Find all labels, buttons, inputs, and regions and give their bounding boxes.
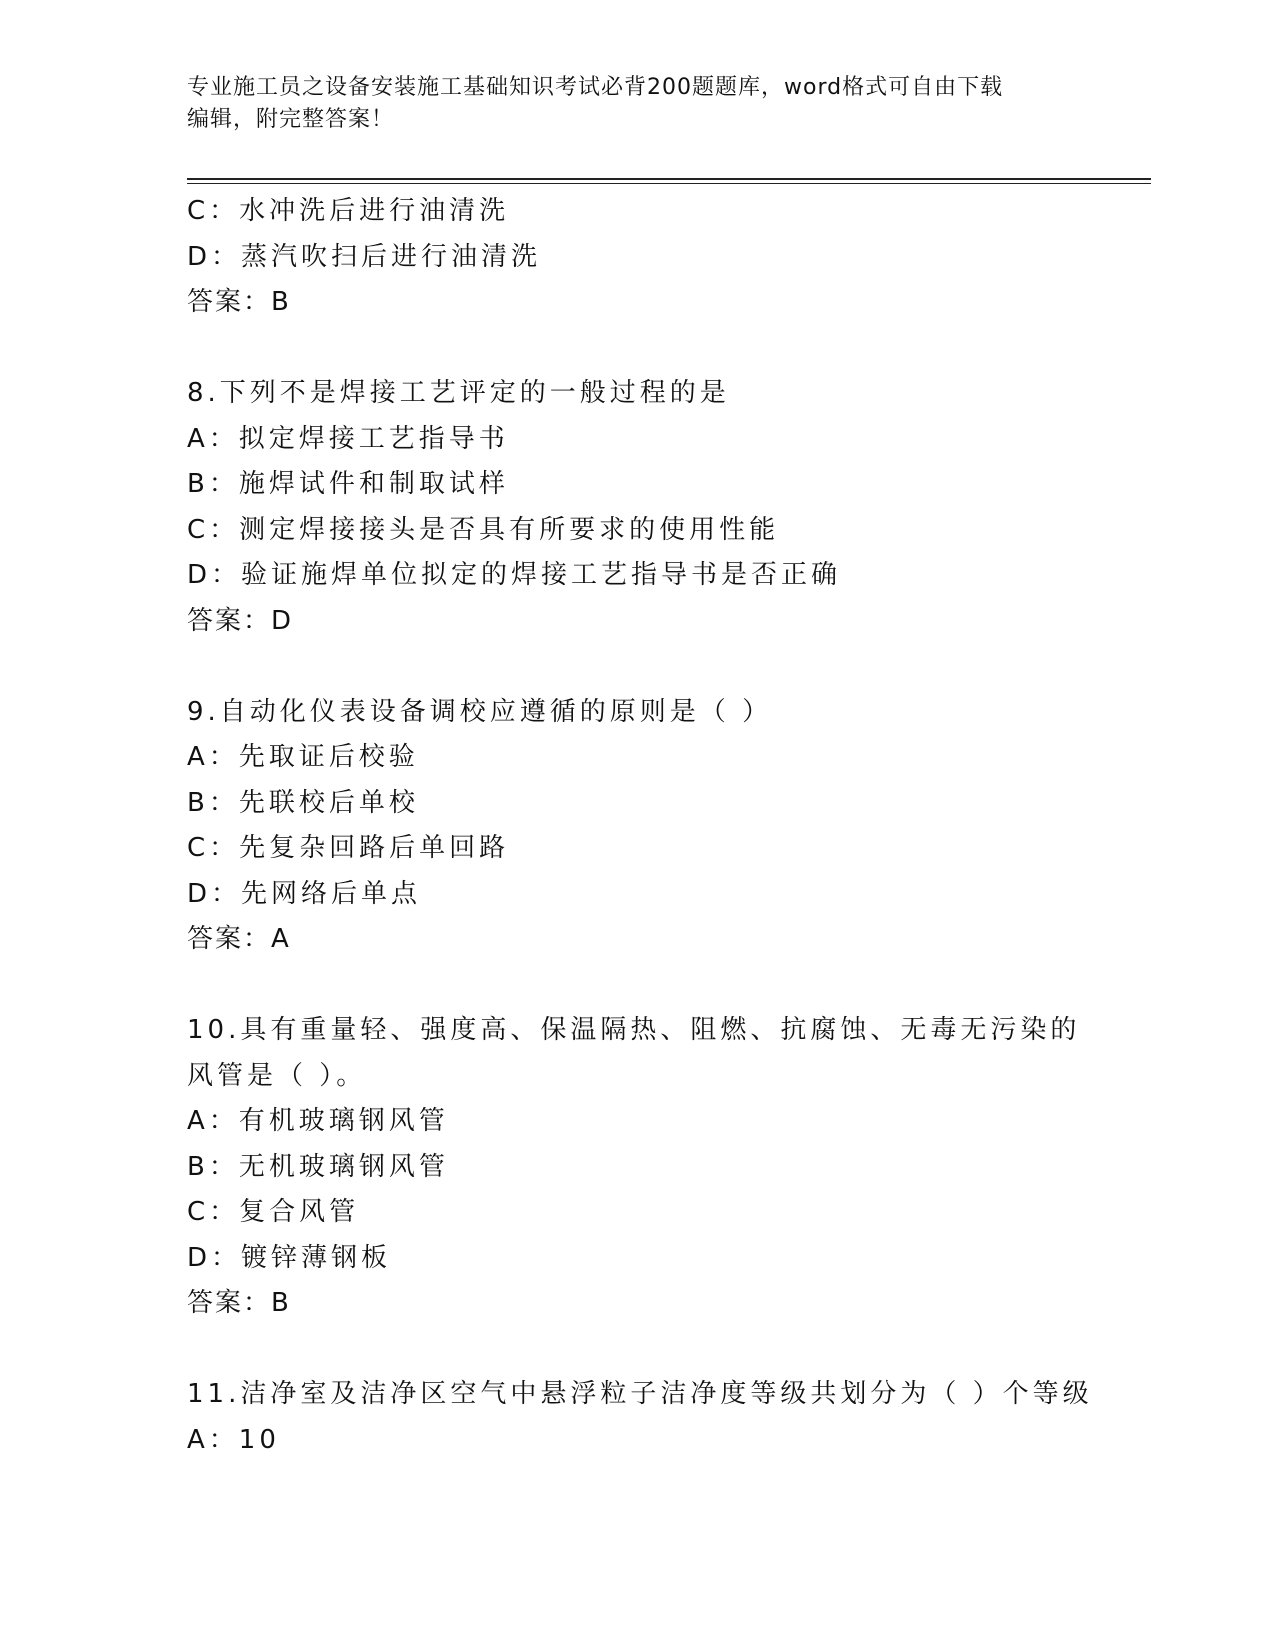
q10-option-d: D：镀锌薄钢板 — [187, 1242, 392, 1273]
q9-answer: 答案：A — [187, 924, 291, 954]
q9-option-c: C：先复杂回路后单回路 — [187, 833, 510, 863]
spacer — [187, 963, 1087, 1009]
q10-option-a: A：有机玻璃钢风管 — [187, 1106, 449, 1136]
question-11 — [187, 1372, 1093, 1463]
q10-option-b: B：无机玻璃钢风管 — [187, 1151, 449, 1182]
q8-question: 8.下列不是焊接工艺评定的一般过程的是 — [187, 378, 730, 408]
q9-option-b: B：先联校后单校 — [187, 787, 419, 818]
header-title-line-1: 专业施工员之设备安装施工基础知识考试必背200题题库，word格式可自由下载 — [187, 75, 1004, 100]
q9-question: 9.自动化仪表设备调校应遵循的原则是（ ） — [187, 696, 773, 727]
q8-option-d: D：验证施焊单位拟定的焊接工艺指导书是否正确 — [187, 560, 842, 590]
q8-option-a: A：拟定焊接工艺指导书 — [187, 423, 509, 454]
question-9 — [187, 690, 1087, 963]
question-8 — [187, 371, 1087, 644]
header-rule-thick — [187, 178, 1151, 180]
spacer — [187, 1327, 1087, 1373]
q7-option-c: C：水冲洗后进行油清洗 — [187, 196, 510, 226]
question-7-tail — [187, 189, 1087, 326]
header-rule-thin — [187, 183, 1151, 184]
q10-answer: 答案：B — [187, 1288, 291, 1318]
q8-answer: 答案：D — [187, 605, 294, 636]
q11-question: 11.洁净室及洁净区空气中悬浮粒子洁净度等级共划分为（ ）个等级 — [187, 1379, 1093, 1409]
question-content — [187, 189, 1093, 1463]
question-10 — [187, 1008, 1087, 1327]
q8-option-b: B：施焊试件和制取试样 — [187, 469, 509, 499]
spacer — [187, 644, 1087, 690]
q11-option-a: A：10 — [187, 1424, 280, 1455]
header-title-line-2: 编辑，附完整答案！ — [187, 107, 395, 132]
q8-option-c: C：测定焊接接头是否具有所要求的使用性能 — [187, 514, 780, 545]
q9-option-d: D：先网络后单点 — [187, 878, 422, 909]
q7-answer: 答案：B — [187, 287, 291, 317]
q10-question: 10.具有重量轻、强度高、保温隔热、阻燃、抗腐蚀、无毒无污染的风管是（ ）。 — [187, 1015, 1081, 1091]
spacer — [187, 326, 1087, 372]
q10-option-c: C：复合风管 — [187, 1197, 360, 1227]
q7-option-d: D：蒸汽吹扫后进行油清洗 — [187, 241, 542, 272]
q9-option-a: A：先取证后校验 — [187, 742, 419, 772]
page-header — [187, 72, 1067, 136]
